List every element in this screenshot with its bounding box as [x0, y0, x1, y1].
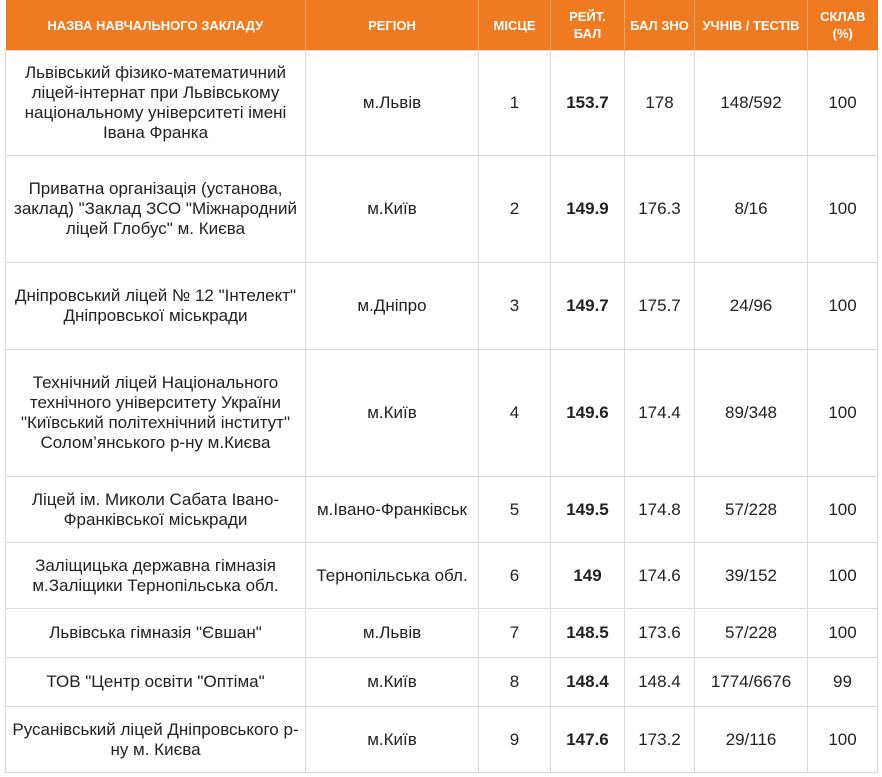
cell-region: м.Київ [306, 658, 479, 707]
header-place[interactable]: МІСЦЕ [479, 0, 551, 51]
header-students[interactable]: УЧНІВ / ТЕСТІВ [695, 0, 808, 51]
table-row [6, 658, 878, 707]
cell-students: 1774/6676 [695, 658, 808, 707]
table-row [6, 707, 878, 773]
cell-place: 8 [479, 658, 551, 707]
cell-zno: 173.2 [625, 707, 695, 773]
cell-composition: 100 [808, 543, 878, 609]
cell-rating: 147.6 [551, 707, 625, 773]
cell-name: Львівський фізико-математичний ліцей-інтернат при Львівському національному університеті імені Івана Франка [6, 51, 306, 156]
header-rating[interactable]: РЕЙТ. БАЛ [551, 0, 625, 51]
cell-students: 29/116 [695, 707, 808, 773]
header-region[interactable]: РЕГІОН [306, 0, 479, 51]
cell-rating: 148.4 [551, 658, 625, 707]
cell-region: м.Львів [306, 609, 479, 658]
cell-region: м.Івано-Франківськ [306, 477, 479, 543]
cell-rating: 149.5 [551, 477, 625, 543]
cell-composition: 100 [808, 707, 878, 773]
cell-place: 3 [479, 263, 551, 350]
cell-zno: 174.4 [625, 350, 695, 477]
cell-zno: 148.4 [625, 658, 695, 707]
cell-zno: 173.6 [625, 609, 695, 658]
cell-name: Дніпровський ліцей № 12 "Інтелект" Дніпровської міськради [6, 263, 306, 350]
cell-composition: 100 [808, 609, 878, 658]
cell-rating: 153.7 [551, 51, 625, 156]
cell-students: 89/348 [695, 350, 808, 477]
table-row [6, 477, 878, 543]
table-row [6, 263, 878, 350]
table-row [6, 350, 878, 477]
cell-region: м.Дніпро [306, 263, 479, 350]
cell-place: 4 [479, 350, 551, 477]
cell-region: м.Київ [306, 156, 479, 263]
cell-place: 2 [479, 156, 551, 263]
cell-name: Приватна організація (установа, заклад) "Заклад ЗСО "Міжнародний ліцей Глобус" м. Києва [6, 156, 306, 263]
cell-students: 8/16 [695, 156, 808, 263]
cell-name: Заліщицька державна гімназія м.Заліщики Тернопільська обл. [6, 543, 306, 609]
header-name[interactable]: НАЗВА НАВЧАЛЬНОГО ЗАКЛАДУ [6, 0, 306, 51]
cell-composition: 99 [808, 658, 878, 707]
cell-name: Русанівський ліцей Дніпровського р-ну м. Києва [6, 707, 306, 773]
cell-name: Ліцей ім. Миколи Сабата Івано-Франківської міськради [6, 477, 306, 543]
cell-students: 57/228 [695, 477, 808, 543]
cell-region: м.Львів [306, 51, 479, 156]
cell-students: 148/592 [695, 51, 808, 156]
cell-composition: 100 [808, 263, 878, 350]
cell-region: м.Київ [306, 707, 479, 773]
cell-composition: 100 [808, 350, 878, 477]
table-row [6, 51, 878, 156]
header-composition[interactable]: СКЛАВ (%) [808, 0, 878, 51]
cell-rating: 149.7 [551, 263, 625, 350]
table-row [6, 156, 878, 263]
table-row [6, 609, 878, 658]
cell-rating: 149.9 [551, 156, 625, 263]
cell-place: 1 [479, 51, 551, 156]
table-header [6, 0, 878, 51]
cell-students: 57/228 [695, 609, 808, 658]
cell-zno: 175.7 [625, 263, 695, 350]
table-row [6, 543, 878, 609]
cell-place: 7 [479, 609, 551, 658]
cell-zno: 174.8 [625, 477, 695, 543]
cell-students: 39/152 [695, 543, 808, 609]
cell-rating: 148.5 [551, 609, 625, 658]
cell-zno: 174.6 [625, 543, 695, 609]
cell-students: 24/96 [695, 263, 808, 350]
cell-rating: 149.6 [551, 350, 625, 477]
cell-place: 6 [479, 543, 551, 609]
table-body [6, 51, 878, 773]
cell-name: ТОВ "Центр освіти "Оптіма" [6, 658, 306, 707]
cell-name: Технічний ліцей Національного технічного університету України "Київський політехнічний інститут" Солом’янського р-ну м.Києва [6, 350, 306, 477]
school-ranking-table [5, 0, 878, 773]
cell-zno: 176.3 [625, 156, 695, 263]
cell-name: Львівська гімназія "Євшан" [6, 609, 306, 658]
cell-composition: 100 [808, 477, 878, 543]
header-zno[interactable]: БАЛ ЗНО [625, 0, 695, 51]
cell-zno: 178 [625, 51, 695, 156]
cell-place: 9 [479, 707, 551, 773]
cell-place: 5 [479, 477, 551, 543]
cell-region: Тернопільська обл. [306, 543, 479, 609]
cell-composition: 100 [808, 156, 878, 263]
cell-region: м.Київ [306, 350, 479, 477]
cell-composition: 100 [808, 51, 878, 156]
cell-rating: 149 [551, 543, 625, 609]
